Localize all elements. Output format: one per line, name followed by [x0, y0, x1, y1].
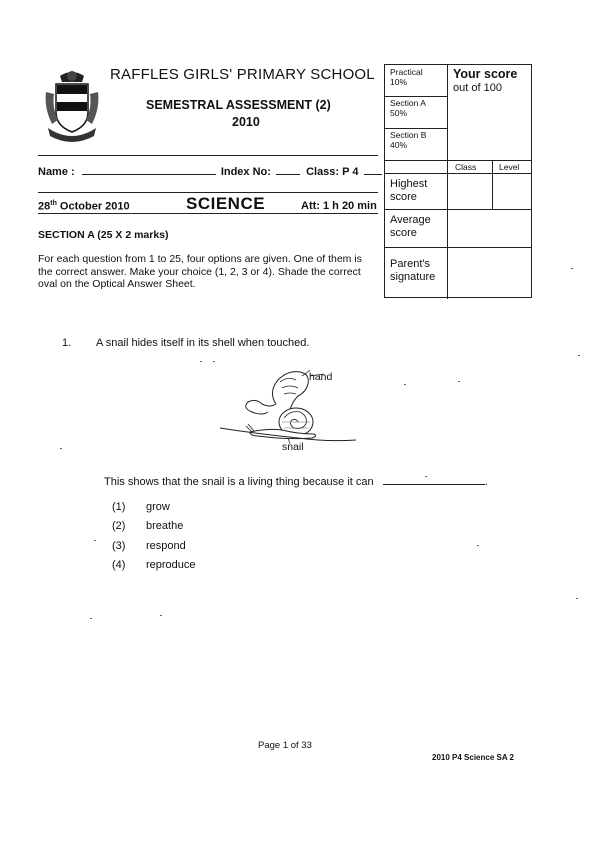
level-column-header: Level	[499, 162, 520, 172]
option-text: respond	[146, 540, 186, 552]
option-number: (4)	[112, 559, 126, 571]
scan-speck	[477, 545, 479, 546]
class-column-header: Class	[455, 162, 477, 172]
index-field[interactable]	[276, 164, 300, 175]
scan-speck	[571, 268, 573, 269]
option-number: (3)	[112, 540, 126, 552]
scan-speck	[578, 355, 580, 356]
section-a-label: Section A	[390, 98, 426, 108]
section-a-pct: 50%	[390, 108, 408, 118]
section-instructions: For each question from 1 to 25, four options are given. One of them is the correct answer. Make your choice (1, 2, 3 or 4). Shade the correct oval on the Optical Answer Sheet.	[38, 253, 362, 290]
date-divider	[38, 213, 378, 214]
your-score-label: Your score	[453, 67, 518, 81]
option-number: (1)	[112, 501, 126, 513]
assessment-year: 2010	[232, 115, 260, 129]
scan-speck	[425, 476, 427, 477]
student-info-row	[38, 164, 382, 178]
practical-pct: 10%	[390, 77, 408, 87]
scan-speck	[404, 384, 406, 385]
out-of-label: out of 100	[453, 82, 502, 94]
assessment-title: SEMESTRAL ASSESSMENT (2)	[146, 98, 331, 112]
section-title: SECTION A (25 X 2 marks)	[38, 229, 169, 241]
exam-date	[38, 200, 130, 213]
average-score-label-2: score	[390, 227, 417, 239]
name-field[interactable]	[82, 164, 216, 175]
page-number: Page 1 of 33	[258, 740, 312, 751]
question-text: A snail hides itself in its shell when touched.	[96, 337, 310, 349]
scan-speck	[94, 540, 96, 541]
scan-speck	[60, 448, 62, 449]
class-field[interactable]	[364, 164, 382, 175]
option-text: breathe	[146, 520, 184, 532]
option-1[interactable]	[112, 501, 170, 513]
option-4[interactable]	[112, 559, 196, 571]
header-divider	[38, 155, 378, 156]
stem-text: This shows that the snail is a living thing because it can	[104, 476, 374, 488]
date-suffix: th	[50, 200, 57, 207]
snail-label: snail	[282, 441, 304, 453]
hand-label: hand	[309, 371, 333, 383]
date-day: 28	[38, 200, 51, 213]
average-score-label-1: Average	[390, 214, 431, 226]
practical-label: Practical	[390, 67, 423, 77]
name-label: Name :	[38, 166, 75, 178]
scan-speck	[213, 361, 215, 362]
exam-duration: Att: 1 h 20 min	[301, 200, 377, 212]
scan-speck	[200, 361, 202, 362]
option-text: grow	[146, 501, 170, 513]
date-rest: October 2010	[59, 200, 130, 213]
section-b-pct: 40%	[390, 140, 408, 150]
subject-title: SCIENCE	[186, 194, 266, 213]
highest-score-label-2: score	[390, 191, 417, 203]
scan-speck	[160, 615, 162, 616]
score-table	[384, 64, 532, 298]
class-label: Class: P 4	[306, 166, 359, 178]
answer-blank[interactable]	[383, 474, 485, 485]
school-name: RAFFLES GIRLS' PRIMARY SCHOOL	[110, 66, 375, 83]
scan-speck	[576, 598, 578, 599]
highest-score-label-1: Highest	[390, 178, 428, 190]
scan-speck	[458, 381, 460, 382]
school-crest-logo	[42, 68, 102, 148]
document-code: 2010 P4 Science SA 2	[432, 753, 514, 762]
scan-speck	[90, 618, 92, 619]
parent-signature-label-2: signature	[390, 271, 436, 283]
info-divider	[38, 192, 378, 193]
question-number: 1.	[62, 337, 72, 349]
question-stem: This shows that the snail is a living thing because it can .	[104, 476, 488, 488]
section-b-label: Section B	[390, 130, 427, 140]
option-3[interactable]	[112, 540, 186, 552]
index-label: Index No:	[220, 166, 271, 178]
option-text: reproduce	[146, 559, 196, 571]
option-2[interactable]	[112, 520, 183, 532]
parent-signature-label-1: Parent's	[390, 258, 431, 270]
option-number: (2)	[112, 520, 126, 532]
